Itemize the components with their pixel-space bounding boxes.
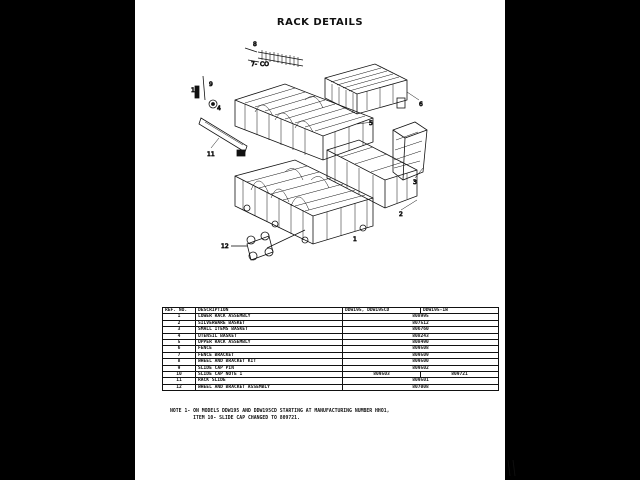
description-cell: UPPER RACK ASSEMBLY [196,339,343,345]
callout-5: 5 [369,120,373,127]
header-ref-no: REF. NO. [163,308,196,314]
header-model-b: DDW195-1W [421,308,499,314]
handwritten-mark [505,458,525,478]
description-cell: FENCE BRACKET [196,352,343,358]
exploded-parts-diagram [135,0,505,300]
callout-3: 3 [413,179,417,186]
part-number-cell: 808243 [343,333,499,339]
ref-number-cell: 11 [163,378,196,384]
header-model-a: DDW195, DDW195CD [343,308,421,314]
part-number-cell: 809509 [343,352,499,358]
parts-table [162,307,499,391]
description-cell: SMALL ITEMS BASKET [196,327,343,333]
callout-2: 2 [399,211,403,218]
callout-7: 7- [251,61,257,68]
callout-7-suffix: CO [260,61,269,68]
part-number-cell: 807512 [343,320,499,326]
description-cell: LOWER RACK ASSEMBLY [196,314,343,320]
callout-12: 12 [221,243,229,250]
small-items-basket-part [393,122,427,180]
part-number-cell: 809502 [343,365,499,371]
description-cell: WHEEL AND BRACKET ASSEMBLY [196,384,343,390]
description-cell: WHEEL AND BRACKET KIT [196,359,343,365]
footnote-line-2: ITEM 10- SLIDE CAP CHANGED TO 809721. [170,416,300,421]
ref-number-cell: 2 [163,320,196,326]
ref-number-cell: 9 [163,365,196,371]
callout-1: 1 [353,236,357,243]
part-number-cell: 807008 [343,384,499,390]
part-number-cell: 809503 [343,371,421,377]
description-cell: FENCE [196,346,343,352]
description-cell: UTENSIL BASKET [196,333,343,339]
part-number-cell: 808995 [343,314,499,320]
ref-number-cell: 1 [163,314,196,320]
lower-rack-part [235,160,373,248]
ref-number-cell: 7 [163,352,196,358]
part-number-cell: 808490 [343,339,499,345]
ref-number-cell: 8 [163,359,196,365]
page-title: RACK DETAILS [276,17,364,28]
ref-number-cell: 3 [163,327,196,333]
ref-number-cell: 5 [163,339,196,345]
part-number-cell: 809508 [343,346,499,352]
callout-4: 4 [217,105,221,112]
callout-11: 11 [207,151,215,158]
document-page [135,0,505,480]
ref-number-cell: 12 [163,384,196,390]
description-cell: RACK SLIDE [196,378,343,384]
wheel-bracket-assembly-part [231,232,273,260]
upper-rack-part [235,84,373,160]
ref-number-cell: 10 [163,371,196,377]
part-number-cell: 809501 [343,378,499,384]
part-number-cell: 806760 [343,327,499,333]
callout-10: 10 [191,87,199,94]
callout-8: 8 [253,41,257,48]
ref-number-cell: 6 [163,346,196,352]
table-row [163,384,499,390]
footnote [170,408,500,422]
description-cell: SLIDE CAP NOTE 1 [196,371,343,377]
description-cell: SILVERWARE BASKET [196,320,343,326]
part-number-cell: 809721 [421,371,499,377]
callout-9: 9 [209,81,213,88]
ref-number-cell: 4 [163,333,196,339]
part-number-cell: 809500 [343,359,499,365]
header-description: DESCRIPTION [196,308,343,314]
footnote-line-1: NOTE 1- ON MODELS DDW195 AND DDW195CD STARTING AT MANUFACTURING NUMBER HHO1, [170,409,390,414]
rack-slide-part [195,76,247,156]
callout-6: 6 [419,101,423,108]
utensil-basket-part [325,64,407,114]
description-cell: SLIDE CAP PIN [196,365,343,371]
